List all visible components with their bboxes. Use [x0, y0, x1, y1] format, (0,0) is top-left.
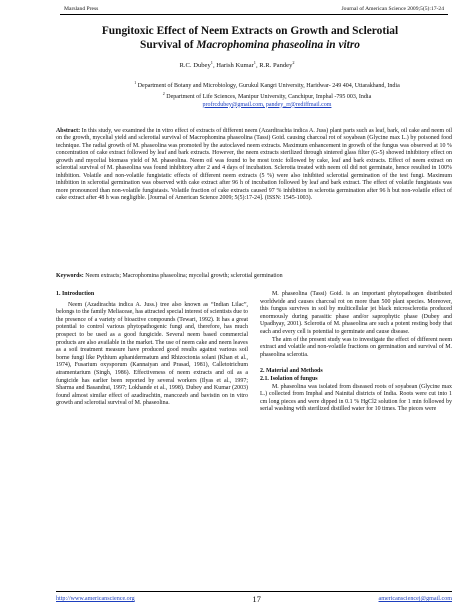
abstract — [56, 128, 452, 203]
running-head — [64, 6, 444, 12]
page-footer — [56, 594, 452, 604]
affiliation-2-sup: 2 — [162, 91, 165, 97]
methods-paragraph: M. phaseolina was isolated from diseased roots of soyabean (Glycine max L.) collected from Imphal and Nainital districts of India. Roots were cut into 1 cm long pieces and were dipped in 0.1 % HgCl2 solution for 1 min followed by serial washing with sterilized distilled water for 10 times. The pieces were — [260, 383, 452, 413]
keywords — [56, 273, 452, 280]
right-paragraph-2: The aim of the present study was to investigate the effect of different neem extract and volatile and non-volatile fractions on germination and survival of M. phaseolina sclerotia. — [260, 336, 452, 358]
contact-emails[interactable]: profrcdubey@gmail.com, pandey_rr@rediffmail.com — [202, 101, 332, 108]
keywords-body: Neem extracts; Macrophomina phaseolina; mycelial growth; sclerotial germination — [85, 273, 283, 279]
title-line-2-prefix: Survival of — [140, 39, 197, 51]
introduction-paragraph: Neem (Azadirachta indica A. Juss.) tree also known as “Indian Lilac”, belongs to the family Meliaceae, has attracted special interest of scientists due to the presence of a variety of bioactive compounds (Tewari, 1992). It has a great potential to control various phytopathogenic fungi and, therefore, has much prospect to be used as a good fungicide. Several neem based commercial products are also available in the market. The use of neem cake and neem leaves as a soil treatment measure have produced good results against various soil borne fungi like Pythium aphanidermatum and Rhizoctonia solani (Khan et al., 1974), Fusarium oxysporum (Kannaiyan and Prasad, 1981), Calletotrichum atramentarium (Singh, 1986). Effectiveness of neem extracts and oil as a fungicide has earlier been reported by several workers (Ilyas et al., 1997; Sharma and Basandrai, 1997; Lokhande et al., 1998). Dubey and Kumar (2003) found almost similar effect of azadirachtin, mancozeb and bavistin on in vitro growth and sclerotial survival of M. phaseolina. — [56, 301, 248, 407]
introduction-heading: 1. Introduction — [56, 291, 95, 297]
title-line-2 — [40, 38, 460, 52]
right-paragraph-1: M. phaseolina (Tassi) Goid. is an important phytopathogen distributed worldwide and causes charcoal rot on more than 500 plant species. Moreover, this fungus survives in soil by multicellular jet black microsclerotia produced enormously during parasitic phase and/or saprophytic phase (Dubey and Upadhyay, 2001). Sclerotia of M. phaseolina are such a potent resting body that each and every cell is potential to germinate and cause disease. — [260, 291, 452, 335]
title-line-2-italic: Macrophomina phaseolina in vitro — [196, 39, 360, 51]
abstract-body: In this study, we examined the in vitro effect of extracts of different neem (Azardirachta indica A. Juss) plant parts such as leaf, bark, oil cake and neem oil on the growth, mycelial yield and sclerotial survival of Macrophomina phaseolina (Tassi) Goid. causing charcoal rot of soyabean (Glycine max L.) by poisoned food technique. The radial growth of M. phaseolina was promoted by the autoclaved neem extracts. Maximum enhancement in growth of the fungus was observed at 10 % concentration of cake extract followed by leaf and bark extracts. However, the neem extracts sterilized through sintered glass filter (G-5) showed inhibitory effect on growth and mycelial biomass yield of M. phaseolina. Neem oil was found to be most toxic followed by cake, leaf and bark extracts. Effect of neem extract on sclerotial survival of M. phaseolina was found inhibitory after 2 and 4 days of incubation. Sclerotia treated with neem oil did not germinate, hence resulted in 100% inhibition. Volatile and non-volatile fungistatic effects of different neem extracts (5 %) were also inhibited sclerotial germination of the test fungi. Maximum inhibition in sclerotial germination was observed with cake extract after 96 h of incubation followed by leaf and bark extract. The effect of volatile fungistasis was more pronounced than non-volatile fungistasis. Volatile fraction of cake extracts caused 97 % inhibition in sclerotia germination after 96 h but non-volatile effect of cake extract after 48 h was negligible. [Journal of American Science 2009; 5(5):17-24]. (ISSN: 1545-1003). — [56, 128, 452, 202]
author-2: Harish Kumar — [216, 62, 254, 70]
affiliation-2-text: Department of Life Sciences, Manipur University, Canchipur, Imphal -795 003, India — [166, 94, 372, 101]
title-line-1: Fungitoxic Effect of Neem Extracts on Growth and Sclerotial — [101, 25, 399, 37]
footer-rule — [56, 591, 452, 592]
methods-heading: 2. Material and Methods — [260, 368, 323, 375]
affiliation-1-sup: 1 — [134, 80, 137, 85]
affiliation-1-text: Department of Botany and Microbiology, Gurukul Kangri University, Haridwar- 249 404, Uttarakhand, India — [137, 83, 400, 89]
author-1-sup: 1 — [210, 60, 213, 65]
right-column — [260, 291, 452, 414]
section-spacer — [260, 359, 452, 364]
paper-title — [40, 24, 460, 52]
abstract-label: Abstract: — [56, 128, 81, 134]
page-number: 17 — [252, 594, 261, 604]
publisher-name: Marsland Press — [64, 6, 99, 12]
journal-email-link[interactable]: americansciencej@gmail.com — [378, 596, 452, 602]
keywords-label: Keywords: — [56, 273, 84, 279]
author-2-sup: 1 — [253, 60, 256, 65]
affiliation-2 — [110, 90, 424, 101]
author-list: R.C. Dubey$^1$, Harish Kumar$^1$, R.R. Pandey$^2$ — [179, 60, 295, 70]
affiliations — [110, 79, 424, 109]
header-rule — [60, 14, 448, 15]
journal-website-link[interactable]: http://www.americanscience.org — [56, 596, 135, 602]
affiliation-1 — [110, 79, 424, 90]
author-3-sup: 2 — [292, 60, 295, 65]
left-column — [56, 291, 248, 408]
journal-citation: Journal of American Science 2009;5(5):17-24 — [341, 6, 444, 12]
author-1: R.C. Dubey — [179, 62, 211, 70]
methods-subheading: 2.1. Isolation of fungus — [260, 375, 318, 382]
author-3: R.R. Pandey — [259, 62, 293, 70]
